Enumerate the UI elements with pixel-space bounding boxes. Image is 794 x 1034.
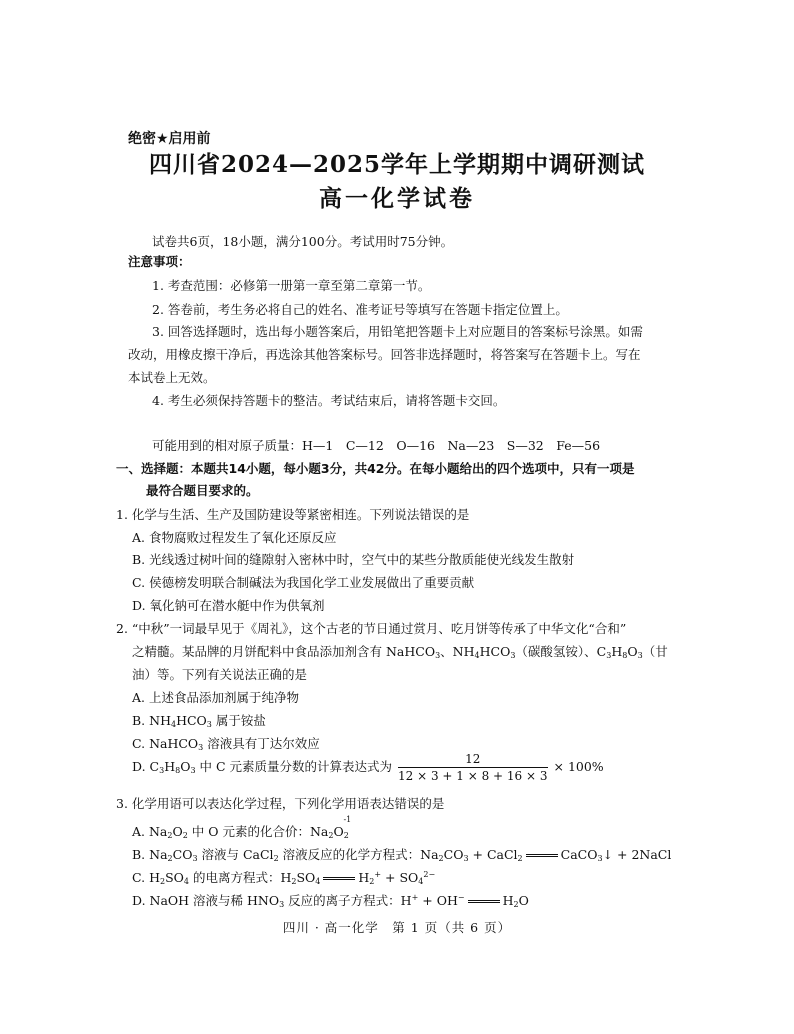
exam-title: 四川省2024—2025学年上学期期中调研测试 bbox=[148, 151, 646, 178]
q2-stem-line3: 油）等。下列有关说法正确的是 bbox=[132, 667, 308, 682]
note-4: 4. 考生必须保持答题卡的整洁。考试结束后，请将答题卡交回。 bbox=[152, 393, 506, 408]
q3-option-d: D. NaOH 溶液与稀 $HNO_3$ 反应的离子方程式：H+ + OH− $H_2O$ bbox=[132, 893, 529, 909]
q2-stem-line1: 2. “中秋”一词最早见于《周礼》，这个古老的节日通过赏月、吃月饼等传承了中华文化“合和” bbox=[116, 621, 627, 636]
q3-option-b: B. $Na_2CO_3$ 溶液与 CaCl$_2$ 溶液反应的化学方程式：$Na_2CO_3$ + CaCl$_2$ CaCO$_3$↓ + 2NaCl bbox=[132, 847, 672, 863]
note-3: 3. 回答选择题时，选出每小题答案后，用铅笔把答题卡上对应题目的答案标号涂黑。如需 bbox=[152, 324, 643, 339]
q2-option-d: D. $C_3H_8O_3$ 中 C 元素质量分数的计算表达式为 $\frac{12}{12 \times 3 + 1 \times 8 + 16 \times 3}$ × 100% bbox=[132, 752, 604, 783]
q2-option-b: B. $NH_4HCO_3$ 属于铵盐 bbox=[132, 713, 266, 729]
q2-option-c: C. NaHCO$_3$ 溶液具有丁达尔效应 bbox=[132, 736, 320, 752]
note-1: 1. 考查范围：必修第一册第一章至第二章第一节。 bbox=[152, 278, 431, 293]
section1-heading: 一、选择题：本题共14小题，每小题3分，共42分。在每小题给出的四个选项中，只有一项是 bbox=[116, 461, 635, 476]
exam-subtitle: 高一化学试卷 bbox=[319, 185, 475, 212]
q3-option-c: C. $H_2SO_4$ 的电离方程式：$H_2SO_4$ $H_2^+ + SO_4^{2-}$ bbox=[132, 870, 436, 886]
note-3-cont: 改动，用橡皮擦干净后，再选涂其他答案标号。回答非选择题时，将答案写在答题卡上。写在 bbox=[128, 347, 641, 362]
q1-stem: 1. 化学与生活、生产及国防建设等紧密相连。下列说法错误的是 bbox=[116, 507, 470, 522]
note-2: 2. 答卷前，考生务必将自己的姓名、准考证号等填写在答题卡指定位置上。 bbox=[152, 302, 568, 317]
q1-option-d: D. 氧化钠可在潜水艇中作为供氧剂 bbox=[132, 598, 325, 613]
section1-heading-cont: 最符合题目要求的。 bbox=[146, 483, 259, 498]
q2-option-a: A. 上述食品添加剂属于纯净物 bbox=[132, 690, 299, 705]
confidential-label: 绝密★启用前 bbox=[128, 131, 211, 147]
exam-info: 试卷共6页，18小题，满分100分。考试用时75分钟。 bbox=[152, 234, 454, 249]
q1-option-a: A. 食物腐败过程发生了氧化还原反应 bbox=[132, 530, 337, 545]
atomic-masses: 可能用到的相对原子质量：H—1 C—12 O—16 Na—23 S—32 Fe—56 bbox=[152, 438, 601, 453]
notes-heading: 注意事项： bbox=[128, 254, 191, 269]
mass-fraction-formula: $\frac{12}{12 \times 3 + 1 \times 8 + 16 \times 3}$ bbox=[398, 752, 548, 783]
q3-stem: 3. 化学用语可以表达化学过程，下列化学用语表达错误的是 bbox=[116, 796, 445, 811]
q1-option-c: C. 侯德榜发明联合制碱法为我国化学工业发展做出了重要贡献 bbox=[132, 575, 475, 590]
q2-stem-line2: 之精髓。某品牌的月饼配料中食品添加剂含有 NaHCO$_3$、$NH_4HCO_3$（碳酸氢铵）、$C_3H_8O_3$（甘 bbox=[132, 644, 668, 660]
note-3-cont2: 本试卷上无效。 bbox=[128, 370, 216, 385]
page-footer: 四川 · 高一化学 第 1 页（共 6 页） bbox=[282, 920, 512, 935]
q3-option-a: A. $Na_2O_2$ 中 O 元素的化合价：$Na_2$ -1 $O_2$ bbox=[132, 815, 352, 840]
q1-option-b: B. 光线透过树叶间的缝隙射入密林中时，空气中的某些分散质能使光线发生散射 bbox=[132, 552, 575, 567]
